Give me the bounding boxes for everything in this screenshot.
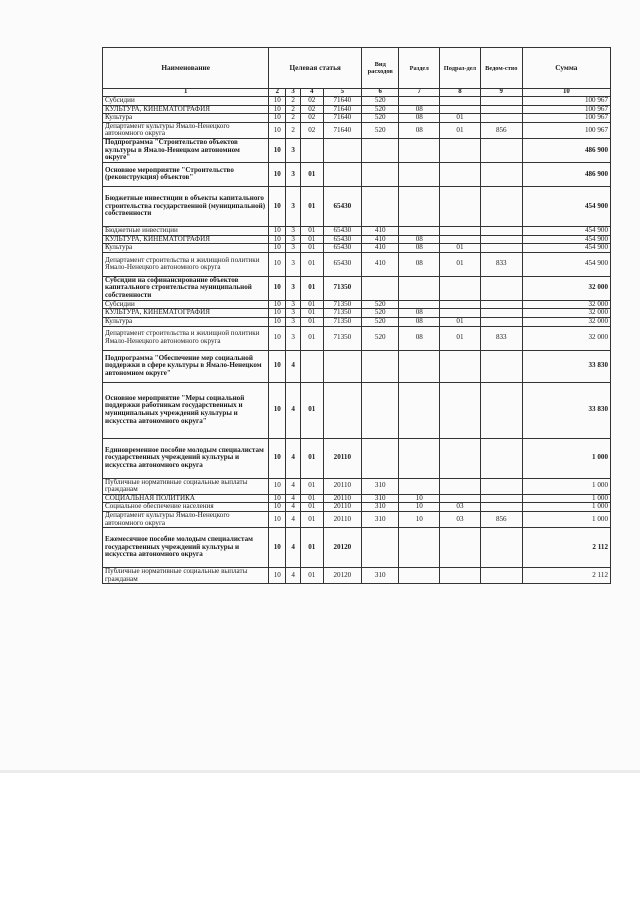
amount-value: 454 900 [522,226,610,235]
target-code-activity: 01 [300,244,323,253]
expense-type-code: 410 [362,244,399,253]
expense-type-code [362,528,399,568]
target-code-activity: 01 [300,309,323,318]
table-row [103,511,611,527]
section-code [399,568,440,584]
target-code-direction: 20110 [323,511,361,527]
subsection-code [440,438,481,478]
table-row [103,300,611,309]
subsection-code [440,138,481,162]
target-code-program: 10 [269,226,286,235]
target-code-program: 10 [269,382,286,438]
target-code-subprogram: 3 [286,162,301,186]
amount-value: 1 000 [522,511,610,527]
amount-value: 454 900 [522,235,610,244]
row-name: КУЛЬТУРА, КИНЕМАТОГРАФИЯ [103,105,269,114]
target-code-activity: 02 [300,114,323,123]
table-row [103,122,611,138]
target-code-program: 10 [269,97,286,106]
row-name: Подпрограмма "Обеспечение мер социальной поддержки в сфере культуры в Ямало-Ненецком автономном округе" [103,350,269,382]
expense-type-code: 520 [362,309,399,318]
subsection-code [440,276,481,300]
subsection-code: 03 [440,503,481,512]
target-code-subprogram: 4 [286,438,301,478]
row-name: Культура [103,114,269,123]
expense-type-code [362,350,399,382]
target-code-subprogram: 3 [286,300,301,309]
header-expense-type: Вид расходов [362,48,399,89]
target-code-direction: 71640 [323,114,361,123]
target-code-program: 10 [269,511,286,527]
table-row [103,186,611,226]
target-code-activity: 01 [300,317,323,326]
amount-value: 1 000 [522,478,610,494]
target-code-direction: 20110 [323,478,361,494]
column-number-row [103,89,611,97]
row-name: КУЛЬТУРА, КИНЕМАТОГРАФИЯ [103,309,269,318]
subsection-code: 01 [440,326,481,350]
target-code-subprogram: 4 [286,503,301,512]
department-code [480,494,522,503]
target-code-subprogram: 2 [286,114,301,123]
expense-type-code: 310 [362,478,399,494]
column-number: 8 [440,89,481,97]
target-code-direction: 71640 [323,105,361,114]
section-code: 10 [399,494,440,503]
target-code-program: 10 [269,276,286,300]
target-code-subprogram: 3 [286,326,301,350]
amount-value: 1 000 [522,503,610,512]
target-code-subprogram: 2 [286,122,301,138]
subsection-code: 01 [440,114,481,123]
amount-value: 32 000 [522,300,610,309]
target-code-program: 10 [269,244,286,253]
table-row [103,162,611,186]
department-code: 856 [480,511,522,527]
target-code-activity: 02 [300,105,323,114]
department-code [480,138,522,162]
target-code-subprogram: 3 [286,317,301,326]
section-code [399,186,440,226]
row-name: СОЦИАЛЬНАЯ ПОЛИТИКА [103,494,269,503]
department-code [480,317,522,326]
target-code-subprogram: 3 [286,138,301,162]
column-number: 1 [103,89,269,97]
department-code [480,244,522,253]
target-code-program: 10 [269,252,286,276]
row-name: Основное мероприятие "Строительство (реконструкция) объектов" [103,162,269,186]
subsection-code: 01 [440,122,481,138]
amount-value: 100 967 [522,105,610,114]
column-number: 6 [362,89,399,97]
expense-type-code [362,162,399,186]
table-body [103,97,611,584]
amount-value: 486 900 [522,138,610,162]
target-code-direction: 65430 [323,235,361,244]
target-code-activity: 02 [300,122,323,138]
expense-type-code: 310 [362,568,399,584]
section-code [399,276,440,300]
target-code-subprogram: 4 [286,382,301,438]
target-code-direction [323,350,361,382]
target-code-subprogram: 4 [286,350,301,382]
target-code-program: 10 [269,300,286,309]
amount-value: 2 112 [522,528,610,568]
department-code [480,226,522,235]
subsection-code [440,350,481,382]
target-code-program: 10 [269,122,286,138]
target-code-program: 10 [269,503,286,512]
table-header-row [103,48,611,89]
row-name: Бюджетные инвестиции [103,226,269,235]
target-code-program: 10 [269,138,286,162]
department-code [480,568,522,584]
target-code-subprogram: 2 [286,97,301,106]
department-code [480,235,522,244]
target-code-subprogram: 3 [286,276,301,300]
target-code-direction [323,162,361,186]
section-code: 08 [399,309,440,318]
target-code-subprogram: 3 [286,235,301,244]
expense-type-code: 520 [362,122,399,138]
target-code-program: 10 [269,528,286,568]
subsection-code [440,162,481,186]
row-name: Ежемесячное пособие молодым специалистам государственных учреждений культуры и искусства автономного округа [103,528,269,568]
department-code: 856 [480,122,522,138]
header-name: Наименование [103,48,269,89]
expense-type-code: 310 [362,511,399,527]
target-code-activity: 01 [300,511,323,527]
target-code-direction [323,382,361,438]
row-name: Публичные нормативные социальные выплаты гражданам [103,478,269,494]
target-code-subprogram: 3 [286,252,301,276]
section-code [399,382,440,438]
table-row [103,252,611,276]
expense-type-code [362,276,399,300]
department-code [480,382,522,438]
table-row [103,114,611,123]
amount-value: 32 000 [522,317,610,326]
target-code-subprogram: 3 [286,244,301,253]
department-code [480,276,522,300]
section-code [399,350,440,382]
section-code [399,478,440,494]
department-code [480,478,522,494]
subsection-code: 01 [440,317,481,326]
amount-value: 454 900 [522,186,610,226]
section-code: 08 [399,317,440,326]
column-number: 10 [522,89,610,97]
subsection-code: 01 [440,252,481,276]
amount-value: 32 000 [522,309,610,318]
target-code-activity: 01 [300,252,323,276]
header-amount: Сумма [522,48,610,89]
header-department: Ведом-ство [480,48,522,89]
department-code: 833 [480,326,522,350]
table-row [103,478,611,494]
row-name: Субсидии [103,300,269,309]
expense-type-code: 520 [362,300,399,309]
target-code-subprogram: 3 [286,186,301,226]
table-row [103,350,611,382]
expense-type-code [362,186,399,226]
subsection-code [440,568,481,584]
header-target: Целевая статья [269,48,362,89]
subsection-code [440,382,481,438]
expense-type-code: 310 [362,494,399,503]
amount-value: 33 830 [522,350,610,382]
target-code-direction: 65430 [323,244,361,253]
target-code-program: 10 [269,235,286,244]
target-code-direction: 71640 [323,122,361,138]
target-code-activity: 01 [300,568,323,584]
column-number: 9 [480,89,522,97]
amount-value: 454 900 [522,252,610,276]
target-code-program: 10 [269,162,286,186]
target-code-activity: 01 [300,528,323,568]
department-code [480,300,522,309]
column-number: 7 [399,89,440,97]
target-code-activity [300,138,323,162]
target-code-subprogram: 4 [286,478,301,494]
row-name: КУЛЬТУРА, КИНЕМАТОГРАФИЯ [103,235,269,244]
column-number: 3 [286,89,301,97]
target-code-program: 10 [269,494,286,503]
target-code-direction: 20110 [323,494,361,503]
target-code-activity: 01 [300,276,323,300]
table-row [103,244,611,253]
expense-type-code: 410 [362,235,399,244]
expense-type-code: 520 [362,317,399,326]
table-row [103,105,611,114]
section-code [399,162,440,186]
column-number: 5 [323,89,361,97]
table-row [103,528,611,568]
target-code-activity: 01 [300,300,323,309]
amount-value: 32 000 [522,326,610,350]
department-code: 833 [480,252,522,276]
target-code-activity: 01 [300,235,323,244]
amount-value: 100 967 [522,122,610,138]
section-code: 10 [399,503,440,512]
row-name: Единовременное пособие молодым специалистам государственных учреждений культуры и искусства автономного округа [103,438,269,478]
target-code-direction: 71350 [323,309,361,318]
amount-value: 33 830 [522,382,610,438]
section-code [399,226,440,235]
expense-type-code: 520 [362,97,399,106]
subsection-code: 03 [440,511,481,527]
section-code: 08 [399,114,440,123]
target-code-program: 10 [269,317,286,326]
target-code-direction: 71350 [323,317,361,326]
column-number: 2 [269,89,286,97]
section-code [399,438,440,478]
row-name: Социальное обеспечение населения [103,503,269,512]
target-code-direction: 65430 [323,186,361,226]
section-code [399,138,440,162]
target-code-program: 10 [269,105,286,114]
header-section: Раздел [399,48,440,89]
subsection-code: 01 [440,244,481,253]
row-name: Субсидии [103,97,269,106]
target-code-activity [300,350,323,382]
column-number: 4 [300,89,323,97]
row-name: Бюджетные инвестиции в объекты капитального строительства государственной (муниципальной) собственности [103,186,269,226]
target-code-direction: 20110 [323,503,361,512]
expense-type-code: 410 [362,226,399,235]
target-code-program: 10 [269,568,286,584]
table-row [103,276,611,300]
table-row [103,309,611,318]
target-code-direction [323,138,361,162]
target-code-activity: 01 [300,478,323,494]
expense-type-code [362,438,399,478]
section-code: 08 [399,122,440,138]
section-code: 08 [399,326,440,350]
row-name: Подпрограмма "Строительство объектов культуры в Ямало-Ненецком автономном округе" [103,138,269,162]
target-code-activity: 01 [300,438,323,478]
target-code-activity: 01 [300,503,323,512]
table-row [103,438,611,478]
department-code [480,186,522,226]
department-code [480,162,522,186]
target-code-direction: 20120 [323,568,361,584]
target-code-program: 10 [269,350,286,382]
table-row [103,382,611,438]
amount-value: 32 000 [522,276,610,300]
row-name: Культура [103,317,269,326]
subsection-code [440,186,481,226]
target-code-program: 10 [269,438,286,478]
table-row [103,326,611,350]
department-code [480,309,522,318]
target-code-program: 10 [269,326,286,350]
section-code: 08 [399,252,440,276]
row-name: Департамент строительства и жилищной политики Ямало-Ненецкого автономного округа [103,252,269,276]
table-row [103,568,611,584]
target-code-direction: 71350 [323,300,361,309]
target-code-subprogram: 3 [286,226,301,235]
amount-value: 486 900 [522,162,610,186]
subsection-code [440,528,481,568]
expense-type-code: 410 [362,252,399,276]
subsection-code [440,309,481,318]
table-row [103,494,611,503]
subsection-code [440,226,481,235]
amount-value: 1 000 [522,494,610,503]
section-code [399,97,440,106]
department-code [480,350,522,382]
target-code-direction: 65430 [323,226,361,235]
expense-type-code [362,382,399,438]
target-code-activity: 01 [300,326,323,350]
subsection-code [440,494,481,503]
target-code-program: 10 [269,309,286,318]
department-code [480,105,522,114]
target-code-direction: 20110 [323,438,361,478]
target-code-program: 10 [269,186,286,226]
department-code [480,503,522,512]
department-code [480,97,522,106]
section-code: 08 [399,244,440,253]
section-code: 08 [399,235,440,244]
row-name: Публичные нормативные социальные выплаты гражданам [103,568,269,584]
subsection-code [440,478,481,494]
row-name: Департамент культуры Ямало-Ненецкого автономного округа [103,511,269,527]
row-name: Культура [103,244,269,253]
section-code [399,528,440,568]
amount-value: 1 000 [522,438,610,478]
target-code-direction: 65430 [323,252,361,276]
section-code [399,300,440,309]
subsection-code [440,235,481,244]
subsection-code [440,105,481,114]
expense-type-code: 520 [362,105,399,114]
target-code-subprogram: 4 [286,528,301,568]
target-code-activity: 01 [300,382,323,438]
expense-type-code: 310 [362,503,399,512]
subsection-code [440,300,481,309]
amount-value: 100 967 [522,114,610,123]
target-code-subprogram: 4 [286,494,301,503]
table-row [103,97,611,106]
target-code-direction: 71350 [323,276,361,300]
expense-type-code: 520 [362,114,399,123]
target-code-activity: 02 [300,97,323,106]
header-subsection: Подраз-дел [440,48,481,89]
target-code-activity: 01 [300,226,323,235]
target-code-direction: 20120 [323,528,361,568]
expense-type-code [362,138,399,162]
table-row [103,503,611,512]
amount-value: 2 112 [522,568,610,584]
target-code-activity: 01 [300,494,323,503]
target-code-direction: 71640 [323,97,361,106]
budget-table [102,47,611,584]
target-code-subprogram: 2 [286,105,301,114]
target-code-activity: 01 [300,186,323,226]
subsection-code [440,97,481,106]
target-code-direction: 71350 [323,326,361,350]
expense-type-code: 520 [362,326,399,350]
target-code-subprogram: 4 [286,568,301,584]
row-name: Основное мероприятие "Меры социальной поддержки работникам государственных и муниципальных учреждений культуры и искусства автономного округа" [103,382,269,438]
row-name: Департамент строительства и жилищной политики Ямало-Ненецкого автономного округа [103,326,269,350]
department-code [480,438,522,478]
target-code-subprogram: 4 [286,511,301,527]
row-name: Департамент культуры Ямало-Ненецкого автономного округа [103,122,269,138]
table-row [103,226,611,235]
target-code-activity: 01 [300,162,323,186]
department-code [480,114,522,123]
section-code: 10 [399,511,440,527]
target-code-program: 10 [269,478,286,494]
row-name: Субсидии на софинансирование объектов капитального строительства муниципальной собственности [103,276,269,300]
table-row [103,138,611,162]
amount-value: 100 967 [522,97,610,106]
target-code-program: 10 [269,114,286,123]
department-code [480,528,522,568]
target-code-subprogram: 3 [286,309,301,318]
amount-value: 454 900 [522,244,610,253]
table-row [103,317,611,326]
table-row [103,235,611,244]
section-code: 08 [399,105,440,114]
